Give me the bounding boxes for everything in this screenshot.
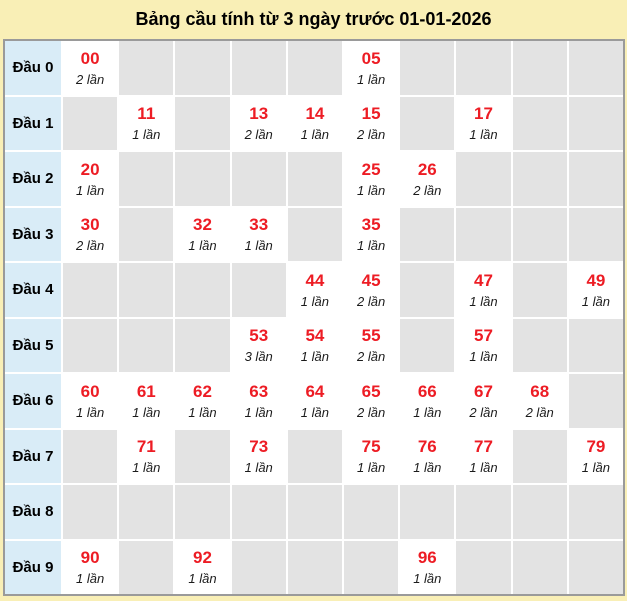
empty-cell — [569, 97, 623, 151]
empty-cell — [569, 152, 623, 206]
empty-cell — [175, 319, 229, 373]
row-label: Đầu 1 — [5, 97, 61, 151]
empty-cell — [119, 41, 173, 95]
cell-number: 77 — [474, 437, 493, 457]
number-cell-67 — [456, 374, 510, 428]
empty-cell — [513, 41, 567, 95]
cell-count: 3 lần — [244, 349, 273, 365]
cell-count: 1 lần — [132, 404, 161, 420]
number-cell-45 — [344, 263, 398, 317]
empty-cell — [513, 97, 567, 151]
cell-count: 2 lần — [413, 182, 442, 198]
cell-count: 2 lần — [356, 293, 386, 309]
cell-count: 2 lần — [75, 71, 105, 87]
number-cell-32 — [175, 208, 229, 262]
number-cell-11 — [119, 97, 173, 151]
cell-number: 45 — [361, 270, 381, 290]
empty-cell — [456, 485, 510, 539]
empty-cell — [569, 41, 623, 95]
cell-number: 68 — [530, 381, 550, 401]
number-cell-76 — [400, 430, 454, 484]
number-cell-00 — [63, 41, 117, 95]
empty-cell — [232, 541, 286, 595]
cell-count: 1 lần — [188, 404, 217, 420]
cell-number: 13 — [249, 104, 269, 124]
cell-count: 1 lần — [300, 127, 329, 143]
empty-cell — [400, 319, 454, 373]
cell-number: 65 — [361, 381, 381, 401]
cell-count: 1 lần — [413, 460, 442, 476]
cell-number: 62 — [193, 381, 212, 401]
cell-count: 2 lần — [356, 127, 386, 143]
cell-number: 32 — [193, 215, 212, 235]
empty-cell — [119, 485, 173, 539]
cell-number: 44 — [305, 270, 325, 290]
empty-cell — [513, 541, 567, 595]
empty-cell — [569, 208, 623, 262]
empty-cell — [119, 208, 173, 262]
row-label: Đầu 4 — [5, 263, 61, 317]
number-cell-53 — [232, 319, 286, 373]
number-cell-35 — [344, 208, 398, 262]
row-label: Đầu 7 — [5, 430, 61, 484]
cell-number: 61 — [136, 381, 156, 401]
cell-number: 53 — [249, 326, 269, 346]
empty-cell — [288, 430, 342, 484]
cell-number: 76 — [417, 437, 437, 457]
empty-cell — [456, 41, 510, 95]
number-cell-05 — [344, 41, 398, 95]
cell-count: 2 lần — [244, 127, 273, 143]
row-label: Đầu 3 — [5, 208, 61, 262]
cell-count: 1 lần — [132, 127, 161, 143]
cell-number: 60 — [80, 381, 100, 401]
cell-count: 1 lần — [244, 460, 273, 476]
row-label: Đầu 5 — [5, 319, 61, 373]
number-cell-73 — [232, 430, 286, 484]
number-cell-54 — [288, 319, 342, 373]
cell-number: 20 — [80, 159, 100, 179]
empty-cell — [63, 430, 117, 484]
cell-number: 26 — [417, 159, 437, 179]
cell-count: 2 lần — [75, 238, 105, 254]
empty-cell — [569, 374, 623, 428]
empty-cell — [400, 208, 454, 262]
empty-cell — [456, 152, 510, 206]
number-cell-92 — [175, 541, 229, 595]
cell-number: 75 — [361, 437, 381, 457]
number-cell-62 — [175, 374, 229, 428]
cell-count: 1 lần — [300, 404, 329, 420]
cell-number: 92 — [193, 548, 212, 568]
empty-cell — [232, 263, 286, 317]
empty-cell — [175, 152, 229, 206]
cell-number: 17 — [474, 104, 493, 124]
cell-number: 66 — [417, 381, 437, 401]
empty-cell — [232, 152, 286, 206]
cell-count: 1 lần — [356, 182, 386, 198]
empty-cell — [569, 485, 623, 539]
empty-cell — [232, 41, 286, 95]
cell-number: 64 — [305, 381, 325, 401]
number-cell-17 — [456, 97, 510, 151]
number-cell-61 — [119, 374, 173, 428]
cell-count: 1 lần — [75, 404, 105, 420]
number-cell-15 — [344, 97, 398, 151]
cell-count: 2 lần — [356, 349, 386, 365]
number-cell-25 — [344, 152, 398, 206]
empty-cell — [288, 152, 342, 206]
cell-number: 35 — [361, 215, 381, 235]
empty-cell — [569, 541, 623, 595]
number-cell-60 — [63, 374, 117, 428]
table-title: Bảng cầu tính từ 3 ngày trước 01-01-2026 — [135, 9, 492, 29]
cell-count: 1 lần — [356, 71, 386, 87]
empty-cell — [119, 152, 173, 206]
cell-count: 1 lần — [413, 571, 442, 587]
cell-number: 47 — [474, 270, 493, 290]
cell-count: 1 lần — [75, 182, 105, 198]
empty-cell — [513, 152, 567, 206]
row-label: Đầu 0 — [5, 41, 61, 95]
empty-cell — [175, 430, 229, 484]
empty-cell — [63, 319, 117, 373]
empty-cell — [175, 263, 229, 317]
cell-count: 1 lần — [244, 238, 273, 254]
cell-number: 79 — [586, 437, 606, 457]
number-cell-33 — [232, 208, 286, 262]
number-cell-47 — [456, 263, 510, 317]
cell-count: 1 lần — [188, 571, 217, 587]
cell-count: 1 lần — [300, 349, 329, 365]
empty-cell — [288, 485, 342, 539]
empty-cell — [456, 541, 510, 595]
cell-count: 2 lần — [356, 404, 386, 420]
cell-number: 73 — [249, 437, 269, 457]
cell-count: 1 lần — [469, 127, 498, 143]
row-label: Đầu 9 — [5, 541, 61, 595]
row-label: Đầu 8 — [5, 485, 61, 539]
empty-cell — [513, 485, 567, 539]
cell-count: 1 lần — [469, 460, 498, 476]
empty-cell — [400, 41, 454, 95]
number-cell-90 — [63, 541, 117, 595]
number-cell-57 — [456, 319, 510, 373]
empty-cell — [288, 41, 342, 95]
number-cell-44 — [288, 263, 342, 317]
cell-number: 54 — [305, 326, 325, 346]
row-label: Đầu 6 — [5, 374, 61, 428]
number-cell-66 — [400, 374, 454, 428]
empty-cell — [175, 41, 229, 95]
cell-count: 1 lần — [132, 460, 161, 476]
number-cell-26 — [400, 152, 454, 206]
cau-table — [3, 39, 625, 596]
empty-cell — [288, 208, 342, 262]
cell-number: 90 — [80, 548, 100, 568]
empty-cell — [119, 541, 173, 595]
cell-count: 1 lần — [356, 460, 386, 476]
cell-count: 1 lần — [469, 349, 498, 365]
cell-count: 1 lần — [581, 293, 610, 309]
number-cell-77 — [456, 430, 510, 484]
cell-number: 00 — [80, 48, 100, 68]
cell-count: 1 lần — [75, 571, 105, 587]
empty-cell — [288, 541, 342, 595]
cell-count: 1 lần — [413, 404, 442, 420]
empty-cell — [119, 319, 173, 373]
number-cell-63 — [232, 374, 286, 428]
number-cell-13 — [232, 97, 286, 151]
cell-count: 1 lần — [581, 460, 610, 476]
number-cell-30 — [63, 208, 117, 262]
empty-cell — [63, 97, 117, 151]
number-cell-71 — [119, 430, 173, 484]
cell-number: 25 — [361, 159, 381, 179]
number-cell-65 — [344, 374, 398, 428]
cell-number: 96 — [417, 548, 437, 568]
empty-cell — [456, 208, 510, 262]
cell-number: 05 — [361, 48, 381, 68]
cell-number: 15 — [361, 104, 381, 124]
empty-cell — [400, 485, 454, 539]
cell-count: 2 lần — [469, 404, 498, 420]
empty-cell — [119, 263, 173, 317]
number-cell-20 — [63, 152, 117, 206]
empty-cell — [569, 319, 623, 373]
cell-number: 57 — [474, 326, 493, 346]
empty-cell — [513, 208, 567, 262]
cell-number: 55 — [361, 326, 381, 346]
empty-cell — [344, 541, 398, 595]
cell-number: 33 — [249, 215, 269, 235]
number-cell-55 — [344, 319, 398, 373]
cell-count: 1 lần — [356, 238, 386, 254]
cell-count: 1 lần — [188, 238, 217, 254]
empty-cell — [400, 97, 454, 151]
cell-count: 1 lần — [244, 404, 273, 420]
number-cell-49 — [569, 263, 623, 317]
cell-number: 14 — [305, 104, 325, 124]
cell-number: 30 — [80, 215, 100, 235]
number-cell-14 — [288, 97, 342, 151]
cell-number: 49 — [586, 270, 606, 290]
number-cell-96 — [400, 541, 454, 595]
number-cell-64 — [288, 374, 342, 428]
cell-number: 11 — [137, 104, 156, 124]
number-cell-79 — [569, 430, 623, 484]
empty-cell — [232, 485, 286, 539]
row-label: Đầu 2 — [5, 152, 61, 206]
number-cell-75 — [344, 430, 398, 484]
cell-number: 71 — [136, 437, 156, 457]
empty-cell — [175, 485, 229, 539]
cell-number: 63 — [249, 381, 269, 401]
empty-cell — [513, 430, 567, 484]
empty-cell — [63, 263, 117, 317]
empty-cell — [63, 485, 117, 539]
cell-number: 67 — [474, 381, 493, 401]
empty-cell — [344, 485, 398, 539]
number-cell-68 — [513, 374, 567, 428]
empty-cell — [400, 263, 454, 317]
empty-cell — [175, 97, 229, 151]
empty-cell — [513, 263, 567, 317]
empty-cell — [513, 319, 567, 373]
cell-count: 2 lần — [525, 404, 554, 420]
cell-count: 1 lần — [300, 293, 329, 309]
cell-count: 1 lần — [469, 293, 498, 309]
